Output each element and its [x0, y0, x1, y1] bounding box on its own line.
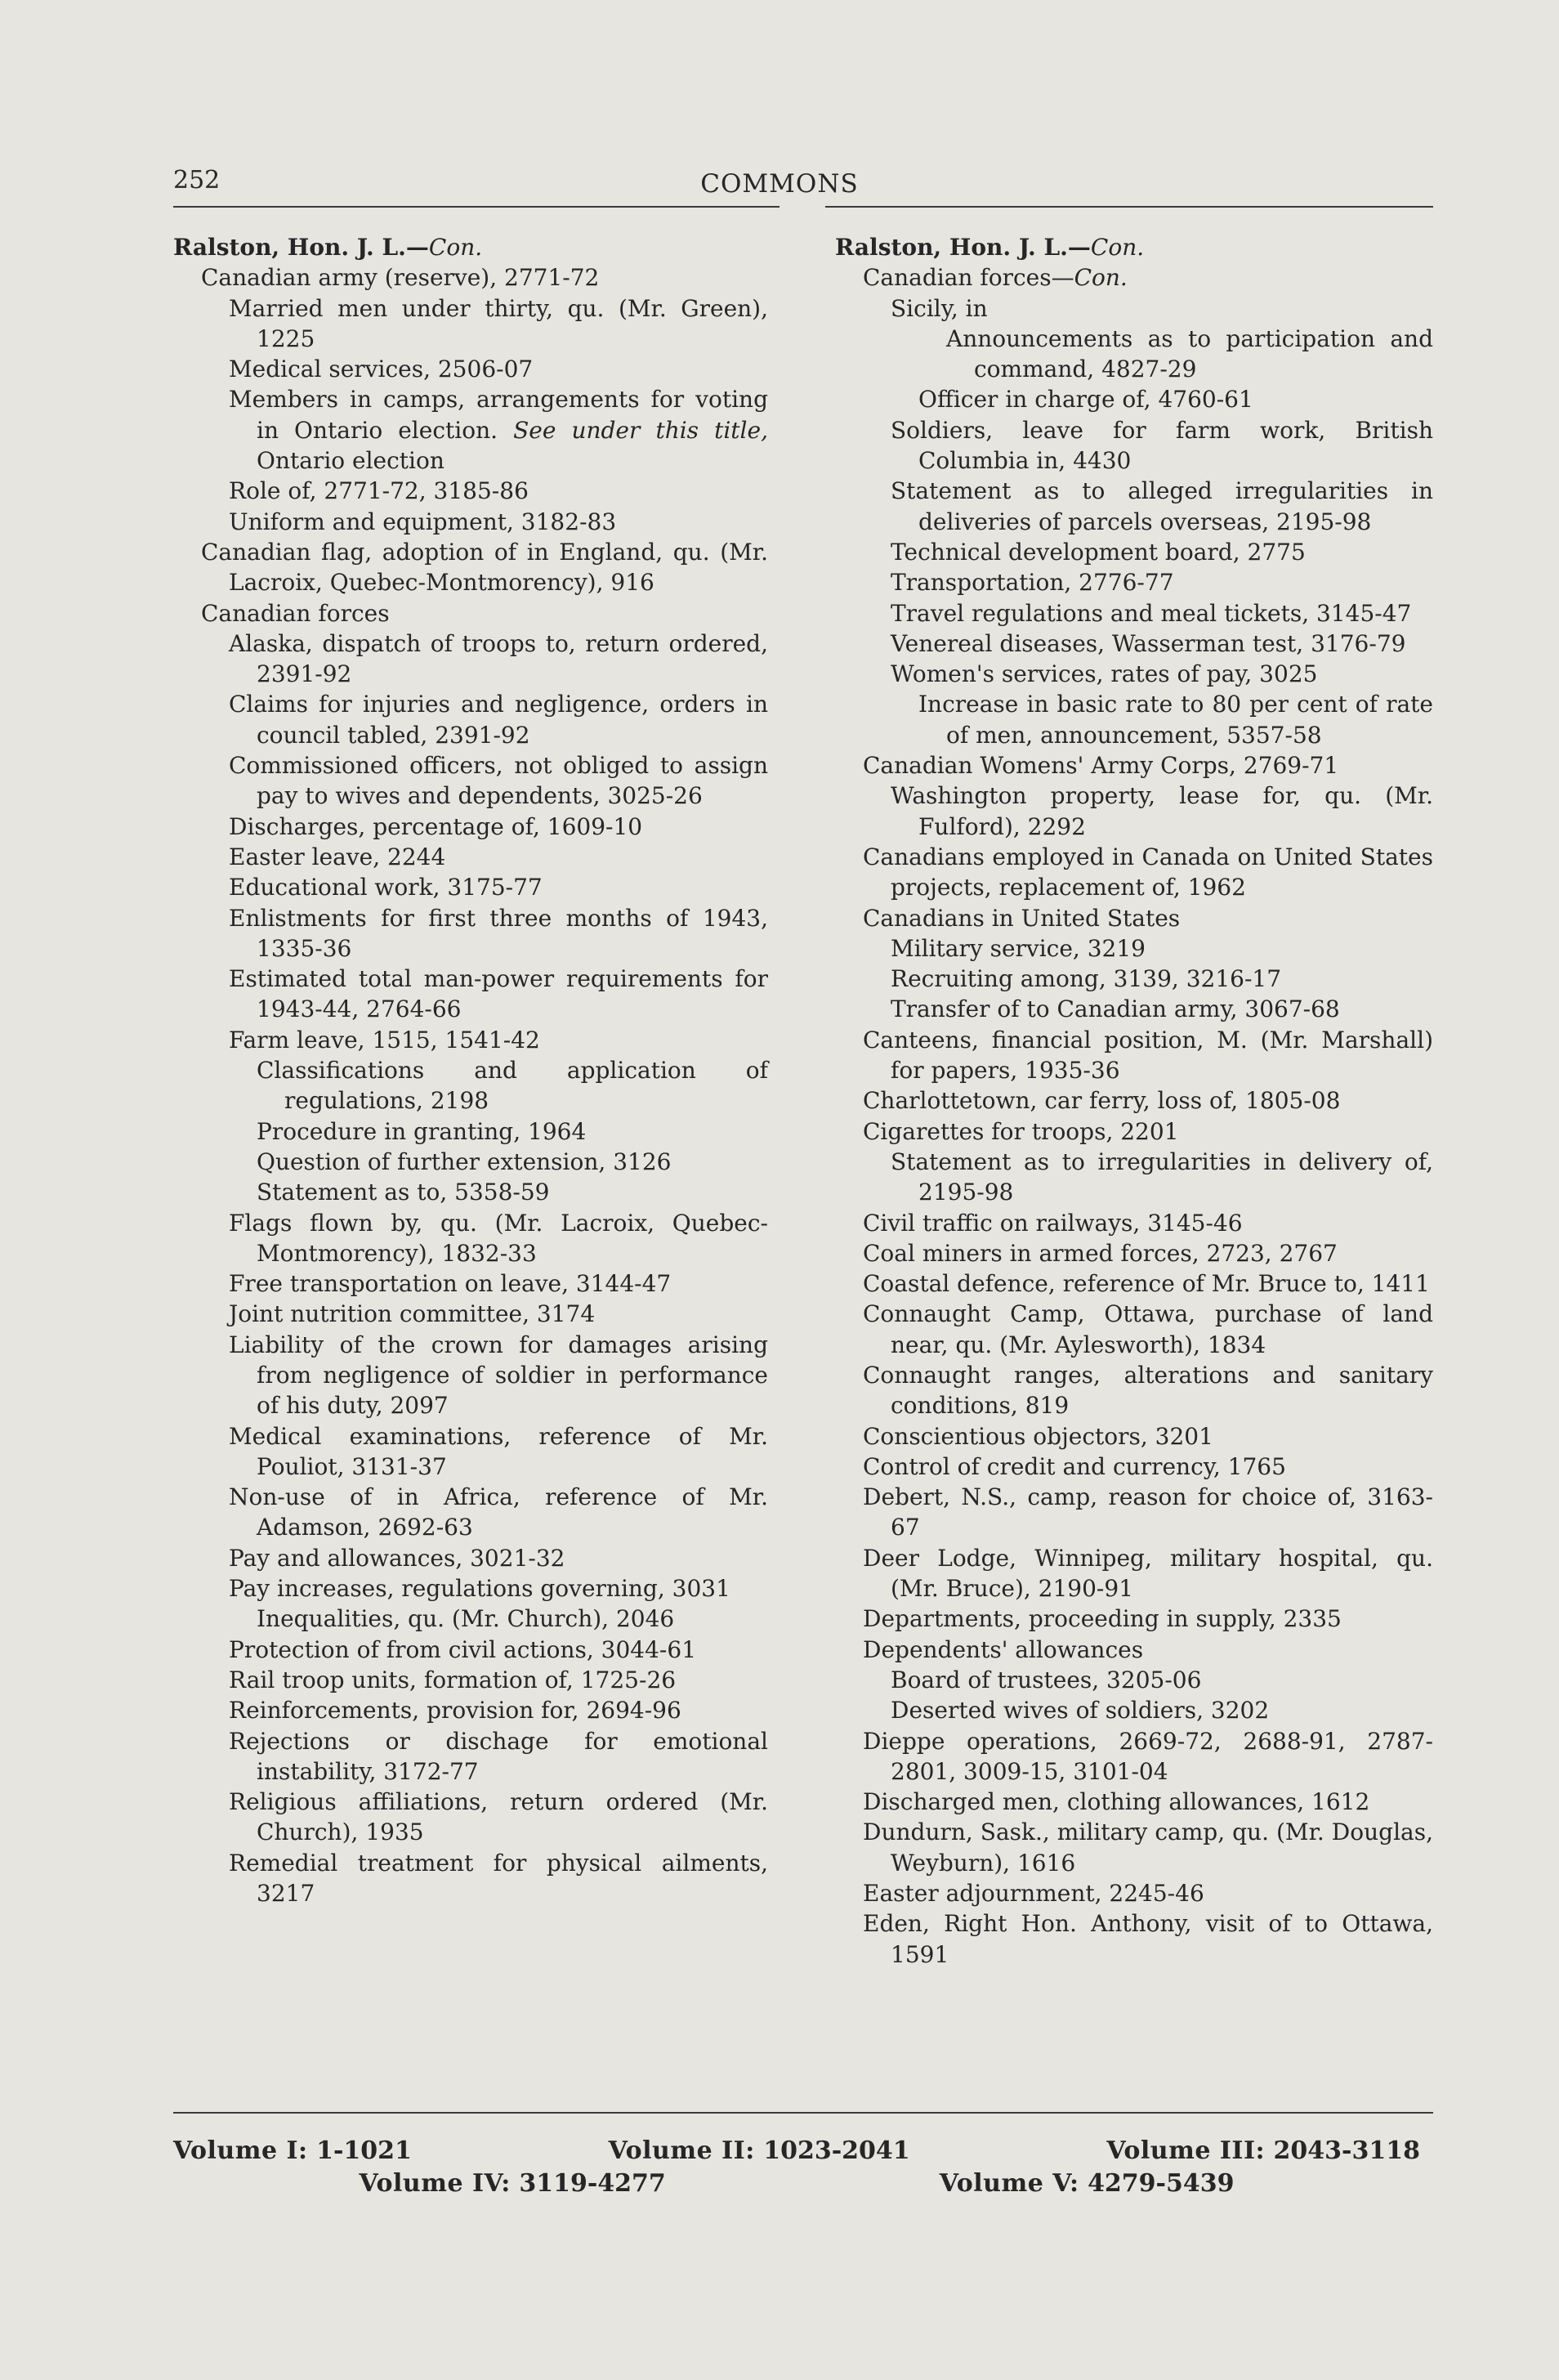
index-entry: Uniform and equipment, 3182-83 — [229, 508, 617, 535]
index-entry: Rail troop units, formation of, 1725-26 — [229, 1666, 677, 1693]
index-entry: Joint nutrition committee, 3174 — [229, 1300, 596, 1328]
index-entry: Transportation, 2776-77 — [891, 569, 1174, 597]
index-entry: Military service, 3219 — [891, 934, 1146, 962]
index-entry: Religious affiliations, return ordered (Mr. Church), 1935 — [229, 1788, 768, 1846]
index-entry: Transfer of to Canadian army, 3067-68 — [891, 995, 1340, 1023]
index-entry: Debert, N.S., camp, reason for choice of, 3163-67 — [863, 1483, 1433, 1541]
index-entry: Venereal diseases, Wasserman test, 3176-79 — [891, 629, 1406, 657]
volume-3-range: Volume III: 2043-3118 — [1106, 2136, 1420, 2165]
index-entry: Dieppe operations, 2669-72, 2688-91, 2787-2801, 3009-15, 3101-04 — [863, 1727, 1433, 1785]
index-entry: Recruiting among, 3139, 3216-17 — [891, 965, 1282, 993]
running-head: COMMONS — [700, 169, 859, 199]
index-entry: Canadian forces — [201, 599, 390, 627]
index-entry: Non-use of in Africa, reference of Mr. Adamson, 2692-63 — [229, 1483, 768, 1541]
index-entry: Canadians employed in Canada on United States projects, replacement of, 1962 — [863, 843, 1433, 901]
index-entry: Civil traffic on railways, 3145-46 — [863, 1209, 1243, 1237]
index-entry: Statement as to irregularities in delivery of, 2195-98 — [891, 1148, 1433, 1206]
index-entry: Control of credit and currency, 1765 — [863, 1452, 1286, 1480]
index-entry: Liability of the crown for damages arising from negligence of soldier in performance of his duty, 2097 — [229, 1331, 768, 1420]
index-entry: Role of, 2771-72, 3185-86 — [229, 477, 529, 505]
index-entry: Inequalities, qu. (Mr. Church), 2046 — [257, 1605, 675, 1633]
index-entry: Free transportation on leave, 3144-47 — [229, 1270, 672, 1298]
index-entry: Technical development board, 2775 — [891, 538, 1306, 566]
index-entry: Increase in basic rate to 80 per cent of rate of men, announcement, 5357-58 — [918, 691, 1433, 749]
index-entry: Statement as to, 5358-59 — [257, 1179, 550, 1206]
index-entry: Washington property, lease for, qu. (Mr. Fulford), 2292 — [891, 782, 1433, 840]
index-entry: Travel regulations and meal tickets, 3145-47 — [891, 599, 1412, 627]
index-entry: Pay and allowances, 3021-32 — [229, 1544, 565, 1572]
index-entry: Estimated total man-power requirements for 1943-44, 2764-66 — [229, 965, 768, 1023]
index-entry: Officer in charge of, 4760-61 — [918, 386, 1253, 414]
index-entry: Canadians in United States — [863, 904, 1181, 932]
volume-4-range: Volume IV: 3119-4277 — [359, 2169, 666, 2198]
index-entry: Commissioned officers, not obliged to assign pay to wives and dependents, 3025-26 — [229, 752, 768, 810]
volume-5-range: Volume V: 4279-5439 — [939, 2169, 1235, 2198]
index-entry: Statement as to alleged irregularities in deliveries of parcels overseas, 2195-98 — [891, 477, 1433, 535]
footer-rule — [173, 2112, 1433, 2114]
index-entry: Canadian forces—Con. — [863, 264, 1128, 292]
index-entry: Women's services, rates of pay, 3025 — [891, 660, 1318, 688]
index-entry: Canadian Womens' Army Corps, 2769-71 — [863, 752, 1339, 780]
index-entry: Coastal defence, reference of Mr. Bruce to, 1411 — [863, 1270, 1430, 1298]
index-heading: Ralston, Hon. J. L.—Con. — [835, 234, 1145, 261]
index-entry: Medical examinations, reference of Mr. Pouliot, 3131-37 — [229, 1422, 768, 1480]
index-entry: Members in camps, arrangements for voting in Ontario election. See under this title, Ontario election — [229, 386, 768, 475]
index-entry: Eden, Right Hon. Anthony, visit of to Ottawa, 1591 — [863, 1910, 1433, 1968]
header-rule-right — [825, 206, 1433, 208]
index-entry: Board of trustees, 3205-06 — [891, 1666, 1202, 1693]
index-entry: Discharges, percentage of, 1609-10 — [229, 812, 643, 840]
index-entry: Charlottetown, car ferry, loss of, 1805-08 — [863, 1087, 1341, 1115]
index-entry: Rejections or dischage for emotional instability, 3172-77 — [229, 1727, 768, 1785]
index-entry: Canadian army (reserve), 2771-72 — [201, 264, 600, 292]
index-entry: Discharged men, clothing allowances, 1612 — [863, 1788, 1370, 1816]
index-entry: Announcements as to participation and command, 4827-29 — [946, 324, 1433, 383]
index-entry: Easter adjournment, 2245-46 — [863, 1880, 1204, 1908]
index-entry: Soldiers, leave for farm work, British Columbia in, 4430 — [891, 416, 1433, 475]
index-entry: Protection of from civil actions, 3044-61 — [229, 1635, 697, 1663]
index-entry: Flags flown by, qu. (Mr. Lacroix, Quebec-Montmorency), 1832-33 — [229, 1209, 768, 1267]
index-entry: Procedure in granting, 1964 — [257, 1117, 587, 1145]
index-entry: Connaught Camp, Ottawa, purchase of land near, qu. (Mr. Aylesworth), 1834 — [863, 1300, 1433, 1358]
index-entry: Remedial treatment for physical ailments, 3217 — [229, 1849, 768, 1908]
index-entry: Question of further extension, 3126 — [257, 1148, 672, 1175]
index-entry: Claims for injuries and negligence, orders in council tabled, 2391-92 — [229, 691, 768, 749]
index-entry: Farm leave, 1515, 1541-42 — [229, 1026, 540, 1054]
volume-key — [173, 2135, 1420, 2200]
index-entry: Educational work, 3175-77 — [229, 874, 543, 901]
volume-key-line-1 — [173, 2135, 1420, 2168]
index-entry: Deserted wives of soldiers, 3202 — [891, 1697, 1270, 1725]
volume-2-range: Volume II: 1023-2041 — [608, 2136, 910, 2165]
index-entry: Pay increases, regulations governing, 3031 — [229, 1575, 730, 1603]
index-entry: Enlistments for first three months of 1943, 1335-36 — [229, 904, 768, 962]
index-entry: Deer Lodge, Winnipeg, military hospital, qu. (Mr. Bruce), 2190-91 — [863, 1544, 1433, 1603]
index-entry: Departments, proceeding in supply, 2335 — [863, 1605, 1342, 1633]
volume-1-range: Volume I: 1-1021 — [173, 2136, 412, 2165]
index-entry: Married men under thirty, qu. (Mr. Green), 1225 — [229, 294, 768, 352]
index-heading: Ralston, Hon. J. L.—Con. — [173, 234, 483, 261]
index-entry: Dundurn, Sask., military camp, qu. (Mr. Douglas, Weyburn), 1616 — [863, 1819, 1433, 1877]
header-rule-left — [173, 206, 780, 208]
index-entry: Classifications and application of regulations, 2198 — [257, 1057, 768, 1115]
index-entry: Alaska, dispatch of troops to, return ordered, 2391-92 — [229, 629, 768, 688]
index-entry: Cigarettes for troops, 2201 — [863, 1117, 1179, 1145]
volume-key-line-2 — [173, 2168, 1420, 2200]
index-entry: Reinforcements, provision for, 2694-96 — [229, 1697, 681, 1725]
index-entry: Easter leave, 2244 — [229, 843, 446, 870]
index-entry: Medical services, 2506-07 — [229, 356, 534, 383]
index-entry: Sicily, in — [891, 294, 988, 322]
index-entry: Canadian flag, adoption of in England, qu. (Mr. Lacroix, Quebec-Montmorency), 916 — [201, 538, 768, 597]
index-entry: Canteens, financial position, M. (Mr. Marshall) for papers, 1935-36 — [863, 1026, 1433, 1085]
index-entry: Dependents' allowances — [863, 1635, 1144, 1663]
index-column-right — [835, 232, 1433, 1970]
page-number: 252 — [173, 166, 221, 195]
index-column-left — [173, 232, 768, 1908]
index-entry: Connaught ranges, alterations and sanitary conditions, 819 — [863, 1361, 1433, 1420]
index-entry: Conscientious objectors, 3201 — [863, 1422, 1213, 1450]
index-entry: Coal miners in armed forces, 2723, 2767 — [863, 1239, 1338, 1267]
